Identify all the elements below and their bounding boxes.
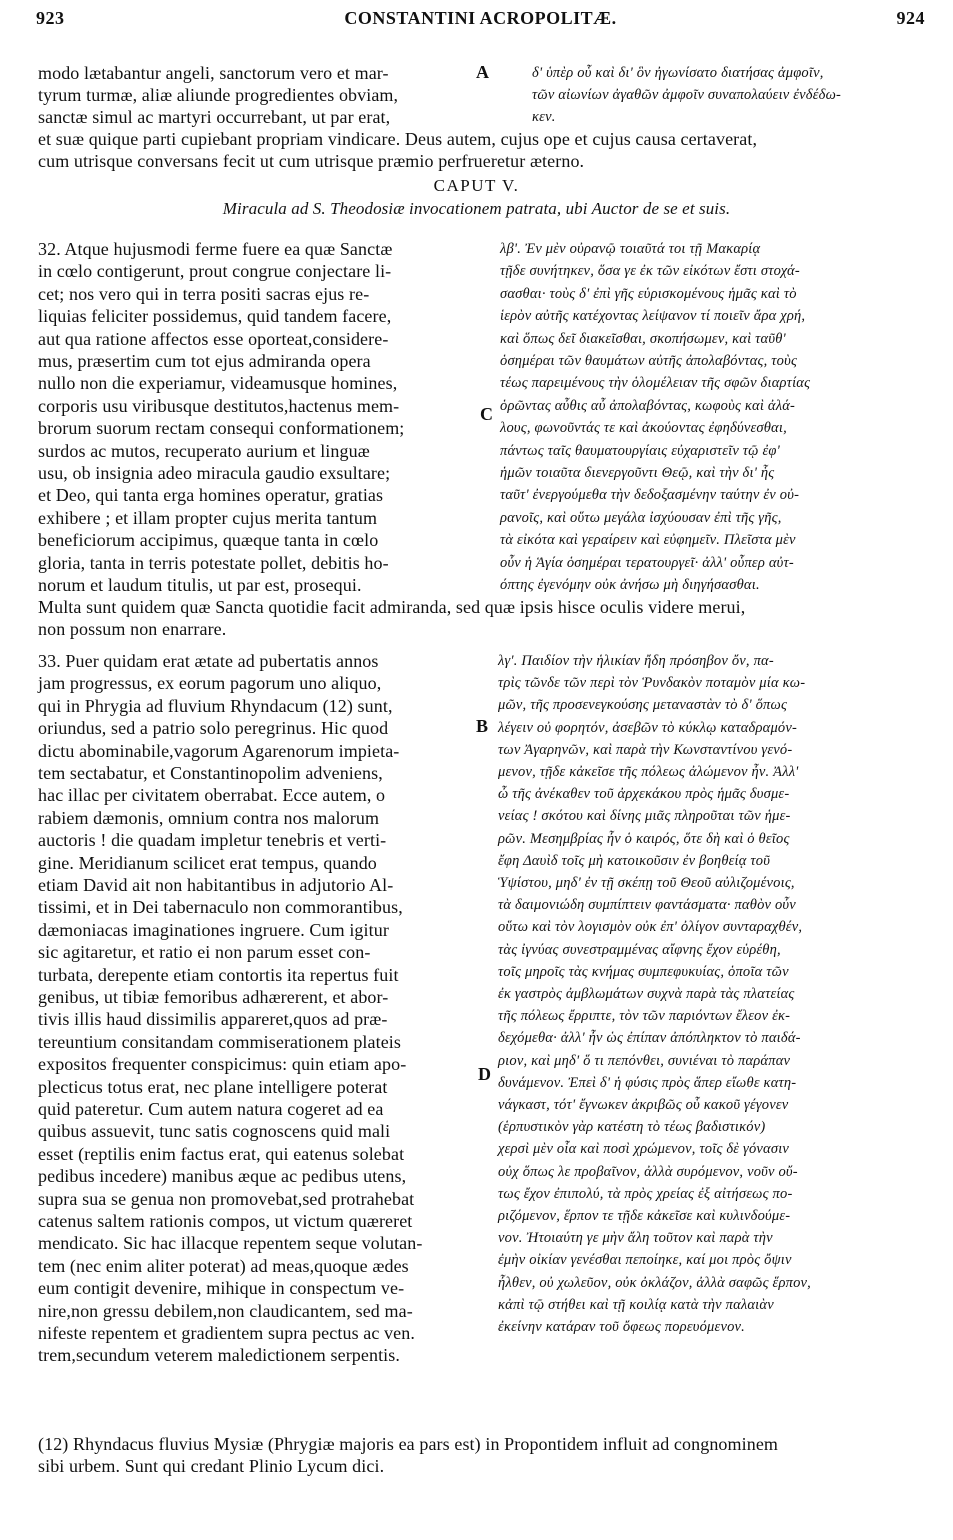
text-line: eum contigit devenire, mihique in conspectum ve- [38, 1278, 405, 1299]
text-line: ριζόμενον, ἕρπον τε τῇδε κἀκεῖσε καὶ κυλινδούμε- [498, 1208, 791, 1224]
text-line: supra sua se genua non promovebat,sed protrahebat [38, 1188, 415, 1209]
text-line: λέγειν οὐ φορητόν, ἀσεβῶν τὸ κύκλῳ καταδραμόν- [498, 719, 798, 736]
text-line: (ἑρπυστικὸν γὰρ κατέστη τὸ τέως βαδιστικόν) [498, 1119, 766, 1136]
text-line: plecticus totus erat, nec plane intelligere poterat [38, 1076, 388, 1097]
text-line: Multa sunt quidem quæ Sancta quotidie facit admiranda, sed quæ ipsis hisce oculis videre merui, [38, 597, 746, 617]
page-number-right: 924 [896, 8, 925, 28]
text-line: qui in Phrygia ad fluvium Rhyndacum (12) sunt, [38, 695, 393, 716]
text-line: pedibus incedere) manibus æque ac pedibus utens, [38, 1166, 407, 1187]
text-line: oriundus, sed a patrio solo peregrinus. Hic quod [38, 718, 389, 739]
text-line: ἱερὸν αὐτῆς κατέχοντας λείψανον τί ποιεῖν ἄρα χρή, [500, 308, 806, 325]
running-header [36, 8, 925, 30]
text-line: nullo non die experiamur, videamusque homines, [38, 373, 398, 394]
text-line: tem (nec enim aliter poterat) ad meas,quoque ædes [38, 1255, 409, 1276]
text-line: κἀπὶ τῷ στήθει καὶ τῇ κοιλίᾳ κατὰ τὴν παλαιὰν [498, 1296, 774, 1313]
text-line: et Deo, qui tanta erga homines operatur, gratias [38, 485, 384, 506]
text-line: dæmoniacas imaginationes ingruere. Cum igitur [38, 919, 389, 940]
page-number-left: 923 [36, 8, 65, 28]
text-line: turbata, derepente etiam contortis ita repertus fuit [38, 964, 399, 985]
text-line: τῇδε συνήτηκεν, ὅσα γε ἐκ τῶν εἰκότων ἔστι στοχά- [500, 263, 800, 280]
text-line: corporis usu viribusque destitutos,hactenus mem- [38, 395, 400, 416]
text-line: mendicato. Sic hac illacque repentem seque volutan- [38, 1233, 423, 1254]
text-line: τὰ εἰκότα καὶ γεραίρειν καὶ εὐφημεῖν. Πλεῖστα μὲν [500, 532, 796, 549]
text-line: μῶν, τῆς προσενεγκούσης μεταναστὰν τὸ δ' ὅπως [498, 697, 788, 714]
text-line: ἐκείνην κατάραν τοῦ ὄφεως πορευόμενον. [498, 1319, 745, 1335]
text-line: non possum non enarrare. [38, 619, 227, 639]
text-line: hac illac per civitatem oberrabat. Ecce autem, o [38, 785, 386, 806]
text-line: norum et laudum titulis, ut par est, prosequi. [38, 575, 362, 595]
text-line: nifeste repentem et gradientem supra pectus ac ven. [38, 1323, 415, 1343]
text-line: mus, præsertim cum tot ejus admiranda opera [38, 351, 371, 371]
text-line: όπτης ἐγενόμην οὐκ ἀνήσω μὴ διηγήσασθαι. [500, 577, 760, 593]
text-line: τὰ δαιμονιώδη συμπίπτειν φαντάσματα· παθὸν οὖν [498, 897, 796, 914]
text-line: usu, ob insignia adeo miracula gaudio exsultare; [38, 463, 391, 483]
text-line: τὰς ἰγνύας συνεστραμμένας αἴφνης ἔχον εὑρέθη, [498, 941, 781, 958]
text-line: tyrum turmæ, aliæ aliunde progredientes obviam, [38, 85, 399, 105]
margin-letter-a: A [476, 62, 489, 82]
text-line: τρὶς τῶνδε τῶν περὶ τὸν Ῥυνδακὸν ποταμὸν μία κω- [498, 675, 806, 692]
text-line: trem,secundum veterem maledictionem serpentis. [38, 1345, 400, 1366]
text-line: expositos frequenter conspicimus: quin etiam apo- [38, 1054, 407, 1075]
text-line: tissimi, et in Dei tabernaculo non commorantibus, [38, 897, 403, 918]
text-line: cum utrisque conversans fecit ut cum utrisque præmio perfrueretur æterno. [38, 151, 585, 171]
text-line: ἐμὴν οἰκίαν γενέσθαι πεποίηκε, καί μοι πρὸς ὄψιν [498, 1252, 792, 1269]
text-line: auctoris ! die quadam impletur tenebris et verti- [38, 830, 387, 851]
margin-letter-b: B [476, 716, 489, 736]
text-line: τως ἔχον ἐπιπολύ, τὰ πρὸς χρείας ἐξ αἰτήσεως πο- [498, 1185, 793, 1202]
text-line: δ' ὑπὲρ οὗ καὶ δι' ὃν ἠγωνίσατο διατήσας ἀμφοῖν, [532, 65, 824, 81]
text-line: catenus saltem rationis compos, ut victum quæreret [38, 1211, 413, 1231]
text-line: rabiem dæmonis, omnium contra nos malorum [38, 807, 380, 828]
text-line: et suæ quique parti cupiebant propriam vindicare. Deus autem, cujus ope et cujus causa certaverat, [38, 129, 758, 149]
text-line: Ὑψίστου, μηδ' ἐν τῇ σκέπῃ τοῦ Θεοῦ αὐλιζομένοις, [498, 875, 795, 891]
text-line: οὕτω καὶ τὸν λογισμὸν οὐκ ἐπ' ὀλίγον συνταραχθέν, [498, 919, 803, 936]
text-line: ταῦτ' ἐνεργούμεθα τὴν δεδοξασμένην ταύτην ἐν οὐ- [500, 487, 800, 504]
text-line: tem sectabatur, et Constantinopolim adveniens, [38, 763, 383, 783]
text-line: ἐκ γαστρὸς ἀμβλωμάτων συχνὰ παρὰ τὰς πλατείας [498, 986, 795, 1002]
text-line: πάντως ταῖς θαυματουργίαις εὐχαριστεῖν τῷ ἐφ' [500, 442, 780, 459]
text-line: jam progressus, ex eorum pagorum uno aliquo, [38, 673, 382, 694]
text-line: σασθαι· τοὺς δ' ἐπὶ γῆς εὑρισκομένους ἡμᾶς καὶ τὸ [500, 285, 797, 302]
footnote-line: (12) Rhyndacus fluvius Mysiæ (Phrygiæ majoris ea pars est) in Propontidem influit ad congnominem [38, 1434, 779, 1454]
text-line: δυνάμενον. Ἐπεὶ δ' ἡ φύσις πρὸς ἅπερ εἴωθε κατη- [498, 1074, 797, 1091]
text-line: δεχόμεθα· ἀλλ' ἦν ὡς ἐπίπαν ἀπόπληκτον τὸ παιδά- [498, 1030, 801, 1047]
text-line: ριον, καὶ μηδ' ὅ τι πεπόνθει, συνιέναι τὸ παράπαν [498, 1052, 791, 1069]
footnote-line: sibi urbem. Sunt qui credant Plinio Lycum dici. [38, 1456, 385, 1476]
text-line: τῶν αἰωνίων ἀγαθῶν ἀμφοῖν συναπολαύειν ἐνδέδω- [532, 87, 842, 103]
text-line: cet; nos vero qui in terra positi sacras ejus re- [38, 283, 370, 304]
text-line: sanctæ simul ac martyri occurrebant, ut par erat, [38, 107, 391, 127]
text-line: τῆς πόλεως ἔρριπτε, τὸν τῶν παριόντων ἔλεον ἐκ- [498, 1008, 791, 1025]
text-line: ὦ τῆς ἀνέκαθεν τοῦ ἀρχεκάκου πρὸς ἡμᾶς δυσμε- [498, 786, 790, 803]
text-line: καὶ ὅπως δεῖ διακεῖσθαι, σκοπήσωμεν, καὶ ταῦθ' [500, 330, 786, 347]
text-line: surdos ac mutos, recuperato aurium et linguæ [38, 440, 370, 461]
text-line: nire,non gressu debilem,non claudicantem, sed ma- [38, 1300, 413, 1321]
text-line: νάγκαστ, τότ' ἔγνωκεν ἀκριβῶς οὗ κακοῦ γέγονεν [498, 1097, 789, 1113]
text-line: tivis illis haud dissimilis appareret,quos ad præ- [38, 1009, 388, 1030]
text-line: gine. Meridianum scilicet erat tempus, quando [38, 852, 377, 873]
text-line: λβ'. Ἐν μὲν οὐρανῷ τοιαῦτά τοι τῇ Μακαρίᾳ [500, 241, 761, 257]
text-line: ὁσημέραι τῶν θαυμάτων αὐτῆς ἀπολαβόντας, τοὺς [500, 353, 798, 369]
text-line: etiam David ait non habitantibus in adjutorio Al- [38, 875, 394, 895]
text-line: modo lætabantur angeli, sanctorum vero et mar- [38, 63, 389, 83]
running-title: CONSTANTINI ACROPOLITÆ. [344, 8, 617, 28]
text-line: 32. Atque hujusmodi ferme fuere ea quæ Sanctæ [38, 239, 393, 259]
text-line: liquias feliciter possidemus, quid tandem facere, [38, 306, 392, 327]
text-line: quid pateretur. Cum autem natura cogeret ad ea [38, 1099, 384, 1119]
text-line: οὐχ ὅπως λε προβαῖνον, ἀλλὰ συρόμενον, νοῦν οὔ- [498, 1163, 798, 1180]
text-line: ὁρῶντας αὖθις αὖ ἀπολαβόντας, κωφοὺς καὶ ἀλά- [500, 397, 796, 414]
margin-letter-d: D [478, 1064, 491, 1084]
text-line: τοῖς μηροῖς τὰς κνήμας συμπεφυκυίας, ὁποῖα τῶν [498, 963, 789, 980]
text-line: genibus, ut tibiæ femoribus adhærerent, et abor- [38, 987, 389, 1007]
chapter-title: CAPUT V. [433, 176, 520, 195]
text-line: ἡμῶν τοιαῦτα διενεργοῦντι Θεῷ, καὶ τὴν δι' ἧς [500, 465, 775, 481]
text-line: κεν. [532, 109, 556, 125]
text-line: gloria, tanta in terris potestate pollet, debitis ho- [38, 552, 389, 573]
text-line: ρανοῖς, καὶ οὕτω μεγάλα ἰσχύουσαν ἐπὶ τῆς γῆς, [500, 509, 782, 526]
text-line: in cœlo contigerunt, prout congrue conjectare li- [38, 261, 392, 282]
text-line: λους, φωνοῦντάς τε καὶ ἀκούοντας ἐφηδύνεσθαι, [500, 420, 787, 437]
text-line: χερσὶ μὲν οἷα καὶ ποσὶ χρώμενον, τοῖς δὲ γόνασιν [498, 1141, 790, 1158]
text-line: νείας ! σκότου καὶ δίνης μιᾶς πληροῦται τῶν ἡμε- [498, 808, 791, 825]
text-line: sic agitaretur, et ratio ei non parum esset con- [38, 942, 371, 963]
text-line: των Ἀγαρηνῶν, καὶ παρὰ τὴν Κωνσταντίνου γενό- [498, 741, 793, 758]
text-line: λγ'. Παιδίον τὴν ἡλικίαν ἤδη πρόσηβον ὄν, πα- [498, 653, 774, 669]
text-line: τέως παρειμένους τὴν ὁλομέλειαν τῆς σφῶν διαρτίας [500, 375, 811, 392]
text-line: ἦλθεν, οὐ χωλεῦον, οὐκ ὀκλάζον, ἀλλὰ σαφῶς ἕρπον, [498, 1274, 811, 1291]
text-line: ἔφη Δαυὶδ τοῖς μὴ κατοικοῦσιν ἐν βοηθείᾳ τοῦ [498, 852, 771, 869]
text-line: beneficiorum accipimus, quæque tanta in cœlo [38, 530, 379, 551]
text-line: μενον, τῇδε κἀκεῖσε τῆς πόλεως ἀλώμενον ἦν. Ἀλλ' [498, 764, 799, 780]
text-line: aut qua ratione affectos esse oporteat,considere- [38, 328, 389, 349]
text-line: brorum suorum rectam consequi conformationem; [38, 418, 405, 439]
text-line: οὖν ἡ Ἁγία ὁσημέραι τερατουργεῖ· ἀλλ' οὗπερ αὐτ- [500, 554, 794, 571]
text-line: 33. Puer quidam erat ætate ad pubertatis annos [38, 651, 379, 671]
margin-letter-c: C [480, 404, 493, 424]
text-line: exhibere ; et illam propter cujus merita tantum [38, 507, 378, 528]
text-line: ρῶν. Μεσημβρίας ἦν ὁ καιρός, ὅτε δὴ καὶ ὁ θεῖος [498, 830, 790, 847]
text-line: dictu abominabile,vagorum Agarenorum impieta- [38, 740, 400, 761]
text-line: quibus assuevit, tunc satis cognoscens quid mali [38, 1121, 391, 1142]
chapter-subtitle: Miracula ad S. Theodosiæ invocationem patrata, ubi Auctor de se et suis. [222, 199, 731, 218]
text-line: tereuntium consitandam commiserationem plateis [38, 1031, 401, 1052]
text-line: esset (reptilis enim factus erat, qui eatenus solebat [38, 1143, 405, 1164]
text-line: νον. Ἠτοιαύτη γε μὴν ἄλη τοῦτον καὶ παρὰ τὴν [498, 1230, 773, 1247]
